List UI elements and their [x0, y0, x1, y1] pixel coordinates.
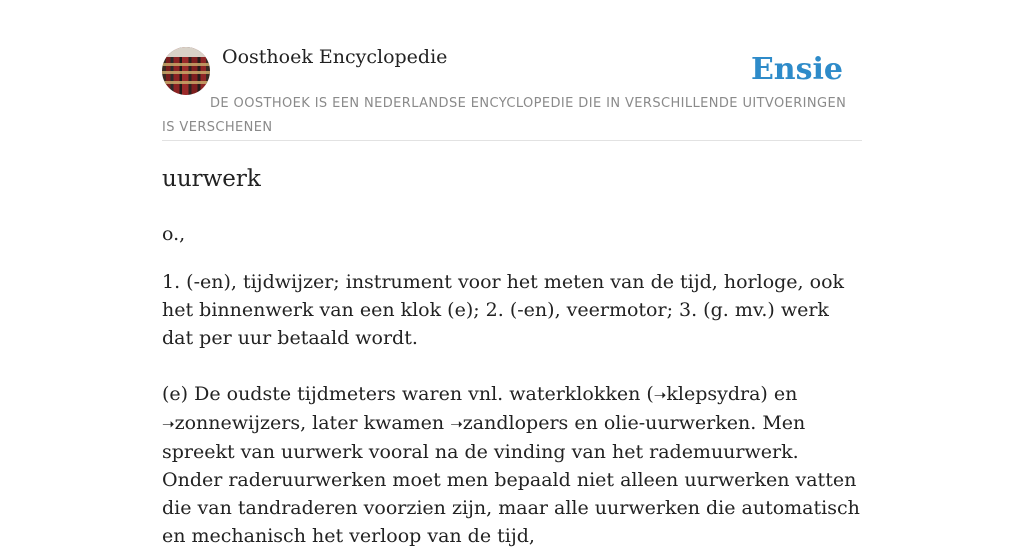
link-klepsydra[interactable]: klepsydra: [666, 383, 761, 405]
site-title[interactable]: Oosthoek Encyclopedie: [222, 46, 448, 68]
encyclopedia-books-logo-icon[interactable]: [162, 47, 210, 95]
body-text: , later kwamen: [300, 412, 451, 434]
link-zonnewijzers[interactable]: zonnewijzers: [174, 412, 301, 434]
body-text: ) en: [760, 383, 798, 405]
body-text: (e) De oudste tijdmeters waren vnl. waterklokken (: [162, 383, 654, 405]
entry-title: uurwerk: [162, 166, 261, 192]
brand-logo-text[interactable]: Ensie: [750, 52, 843, 87]
site-header: [162, 0, 862, 141]
entry-grammar: o.,: [162, 223, 186, 245]
entry-body: [162, 380, 862, 550]
arrow-right-icon: ➝: [450, 415, 463, 433]
entry-definition: 1. (-en), tijdwijzer; instrument voor het meten van de tijd, horloge, ook het binnenwerk van een klok (e); 2. (-en), veermotor; 3. (g. mv.) werk dat per uur betaald wordt.: [162, 271, 845, 349]
arrow-right-icon: ➝: [653, 386, 667, 404]
body-text: en olie-uurwerken. Men spreekt van uurwerk vooral na de vinding van het rademuurwerk. Onder raderuurwerken moet men bepaald niet alleen uurwerken vatten die van tandraderen voorzien zijn, maar alle uurwerken die automatisch en mechanisch het verloop van de tijd,: [162, 412, 860, 547]
site-tagline: DE OOSTHOEK IS EEN NEDERLANDSE ENCYCLOPEDIE DIE IN VERSCHILLENDE UITVOERINGEN IS VERSCHENEN: [162, 96, 847, 135]
page-container: [162, 0, 862, 550]
link-zandlopers[interactable]: zandlopers: [462, 412, 569, 434]
arrow-right-icon: ➝: [162, 415, 175, 433]
